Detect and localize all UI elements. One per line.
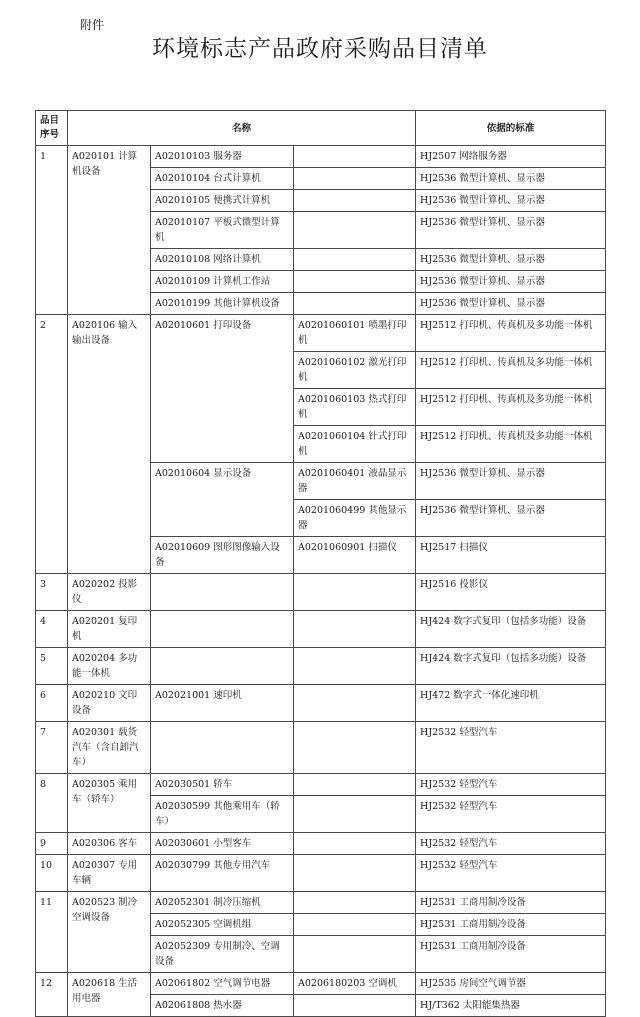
cell-item: A0201060104 针式打印机 — [294, 426, 416, 463]
cell-category: A020210 文印设备 — [68, 685, 151, 722]
cell-category: A020106 输入输出设备 — [68, 315, 151, 574]
cell-standard: HJ2532 轻型汽车 — [416, 855, 606, 892]
cell-standard: HJ2516 投影仪 — [416, 574, 606, 611]
cell-seq: 5 — [36, 648, 68, 685]
cell-item — [294, 995, 416, 1017]
cell-standard: HJ2536 微型计算机、显示器 — [416, 293, 606, 315]
cell-item — [294, 855, 416, 892]
cell-standard: HJ424 数字式复印（包括多功能）设备 — [416, 648, 606, 685]
table-row — [36, 685, 606, 722]
cell-category: A020204 多功能一体机 — [68, 648, 151, 685]
cell-sub: A02030601 小型客车 — [151, 833, 294, 855]
cell-item — [294, 685, 416, 722]
cell-item: A0201060101 喷墨打印机 — [294, 315, 416, 352]
cell-sub: A02052305 空调机组 — [151, 914, 294, 936]
cell-item — [294, 249, 416, 271]
cell-sub: A02030599 其他乘用车（轿车） — [151, 796, 294, 833]
cell-sub — [151, 722, 294, 774]
cell-sub: A02030501 轿车 — [151, 774, 294, 796]
header-seq: 品目序号 — [36, 111, 68, 146]
attachment-label: 附件 — [80, 18, 105, 32]
cell-sub — [151, 611, 294, 648]
table-row — [36, 146, 606, 168]
cell-category: A020101 计算机设备 — [68, 146, 151, 315]
cell-standard: HJ/T362 太阳能集热器 — [416, 995, 606, 1017]
cell-seq: 9 — [36, 833, 68, 855]
table-row — [36, 855, 606, 892]
cell-sub: A02010604 显示设备 — [151, 463, 294, 537]
cell-category: A020307 专用车辆 — [68, 855, 151, 892]
cell-seq: 2 — [36, 315, 68, 574]
cell-item — [294, 168, 416, 190]
cell-standard: HJ2532 轻型汽车 — [416, 833, 606, 855]
cell-standard: HJ2531 工商用制冷设备 — [416, 936, 606, 973]
cell-standard: HJ2536 微型计算机、显示器 — [416, 500, 606, 537]
cell-seq: 1 — [36, 146, 68, 315]
table-row — [36, 774, 606, 796]
table-header-row — [36, 111, 606, 146]
cell-category: A020201 复印机 — [68, 611, 151, 648]
cell-sub — [151, 574, 294, 611]
cell-item — [294, 936, 416, 973]
cell-item: A0201060401 液晶显示器 — [294, 463, 416, 500]
document-title: 环境标志产品政府采购品目清单 — [152, 36, 488, 62]
cell-category: A020523 制冷空调设备 — [68, 892, 151, 973]
cell-item: A0201060102 激光打印机 — [294, 352, 416, 389]
cell-item — [294, 190, 416, 212]
cell-standard: HJ2532 轻型汽车 — [416, 774, 606, 796]
table-row — [36, 973, 606, 995]
cell-item — [294, 774, 416, 796]
cell-seq: 7 — [36, 722, 68, 774]
header-name: 名称 — [68, 111, 416, 146]
cell-category: A020301 载货汽车（含自卸汽车） — [68, 722, 151, 774]
cell-standard: HJ2536 微型计算机、显示器 — [416, 463, 606, 500]
cell-item — [294, 611, 416, 648]
table-row — [36, 892, 606, 914]
cell-item — [294, 796, 416, 833]
cell-seq: 4 — [36, 611, 68, 648]
cell-standard: HJ2536 微型计算机、显示器 — [416, 249, 606, 271]
cell-item — [294, 574, 416, 611]
cell-sub: A02010609 图形图像输入设备 — [151, 537, 294, 574]
table-row — [36, 611, 606, 648]
cell-standard: HJ2535 房间空气调节器 — [416, 973, 606, 995]
cell-item — [294, 914, 416, 936]
cell-item — [294, 293, 416, 315]
cell-sub: A02061808 热水器 — [151, 995, 294, 1017]
cell-standard: HJ2536 微型计算机、显示器 — [416, 190, 606, 212]
table-row — [36, 722, 606, 774]
cell-item — [294, 722, 416, 774]
table-row — [36, 648, 606, 685]
cell-category: A020305 乘用车（轿车） — [68, 774, 151, 833]
cell-standard: HJ2512 打印机、传真机及多功能一体机 — [416, 315, 606, 352]
cell-standard: HJ424 数字式复印（包括多功能）设备 — [416, 611, 606, 648]
cell-seq: 10 — [36, 855, 68, 892]
procurement-catalog-table — [35, 110, 606, 1017]
cell-standard: HJ2532 轻型汽车 — [416, 796, 606, 833]
cell-sub: A02010103 服务器 — [151, 146, 294, 168]
table-row — [36, 833, 606, 855]
cell-sub: A02010109 计算机工作站 — [151, 271, 294, 293]
cell-sub: A02030799 其他专用汽车 — [151, 855, 294, 892]
cell-standard: HJ2507 网络服务器 — [416, 146, 606, 168]
cell-seq: 6 — [36, 685, 68, 722]
cell-item: A0201060901 扫描仪 — [294, 537, 416, 574]
cell-sub: A02061802 空气调节电器 — [151, 973, 294, 995]
cell-item: A0201060499 其他显示器 — [294, 500, 416, 537]
cell-item — [294, 892, 416, 914]
cell-item: A0201060103 热式打印机 — [294, 389, 416, 426]
cell-standard: HJ2536 微型计算机、显示器 — [416, 212, 606, 249]
cell-sub: A02010105 便携式计算机 — [151, 190, 294, 212]
cell-standard: HJ2512 打印机、传真机及多功能一体机 — [416, 352, 606, 389]
cell-seq: 11 — [36, 892, 68, 973]
cell-sub: A02052301 制冷压缩机 — [151, 892, 294, 914]
cell-standard: HJ2517 扫描仪 — [416, 537, 606, 574]
cell-sub: A02021001 速印机 — [151, 685, 294, 722]
cell-standard: HJ2512 打印机、传真机及多功能一体机 — [416, 389, 606, 426]
cell-category: A020618 生活用电器 — [68, 973, 151, 1017]
cell-item — [294, 146, 416, 168]
cell-standard: HJ2531 工商用制冷设备 — [416, 892, 606, 914]
table-row — [36, 574, 606, 611]
cell-item: A0206180203 空调机 — [294, 973, 416, 995]
cell-seq: 8 — [36, 774, 68, 833]
cell-category: A020202 投影仪 — [68, 574, 151, 611]
cell-category: A020306 客车 — [68, 833, 151, 855]
cell-item — [294, 648, 416, 685]
cell-item — [294, 833, 416, 855]
cell-standard: HJ2536 微型计算机、显示器 — [416, 168, 606, 190]
cell-standard: HJ2536 微型计算机、显示器 — [416, 271, 606, 293]
cell-sub: A02010104 台式计算机 — [151, 168, 294, 190]
cell-standard: HJ2532 轻型汽车 — [416, 722, 606, 774]
cell-item — [294, 212, 416, 249]
cell-standard: HJ2512 打印机、传真机及多功能一体机 — [416, 426, 606, 463]
cell-standard: HJ472 数字式一体化速印机 — [416, 685, 606, 722]
cell-item — [294, 271, 416, 293]
header-standard: 依据的标准 — [416, 111, 606, 146]
cell-sub: A02010107 平板式微型计算机 — [151, 212, 294, 249]
cell-seq: 3 — [36, 574, 68, 611]
cell-standard: HJ2531 工商用制冷设备 — [416, 914, 606, 936]
cell-sub: A02010108 网络计算机 — [151, 249, 294, 271]
cell-seq: 12 — [36, 973, 68, 1017]
cell-sub: A02052309 专用制冷、空调设备 — [151, 936, 294, 973]
cell-sub: A02010601 打印设备 — [151, 315, 294, 463]
cell-sub: A02010199 其他计算机设备 — [151, 293, 294, 315]
cell-sub — [151, 648, 294, 685]
table-row — [36, 315, 606, 352]
